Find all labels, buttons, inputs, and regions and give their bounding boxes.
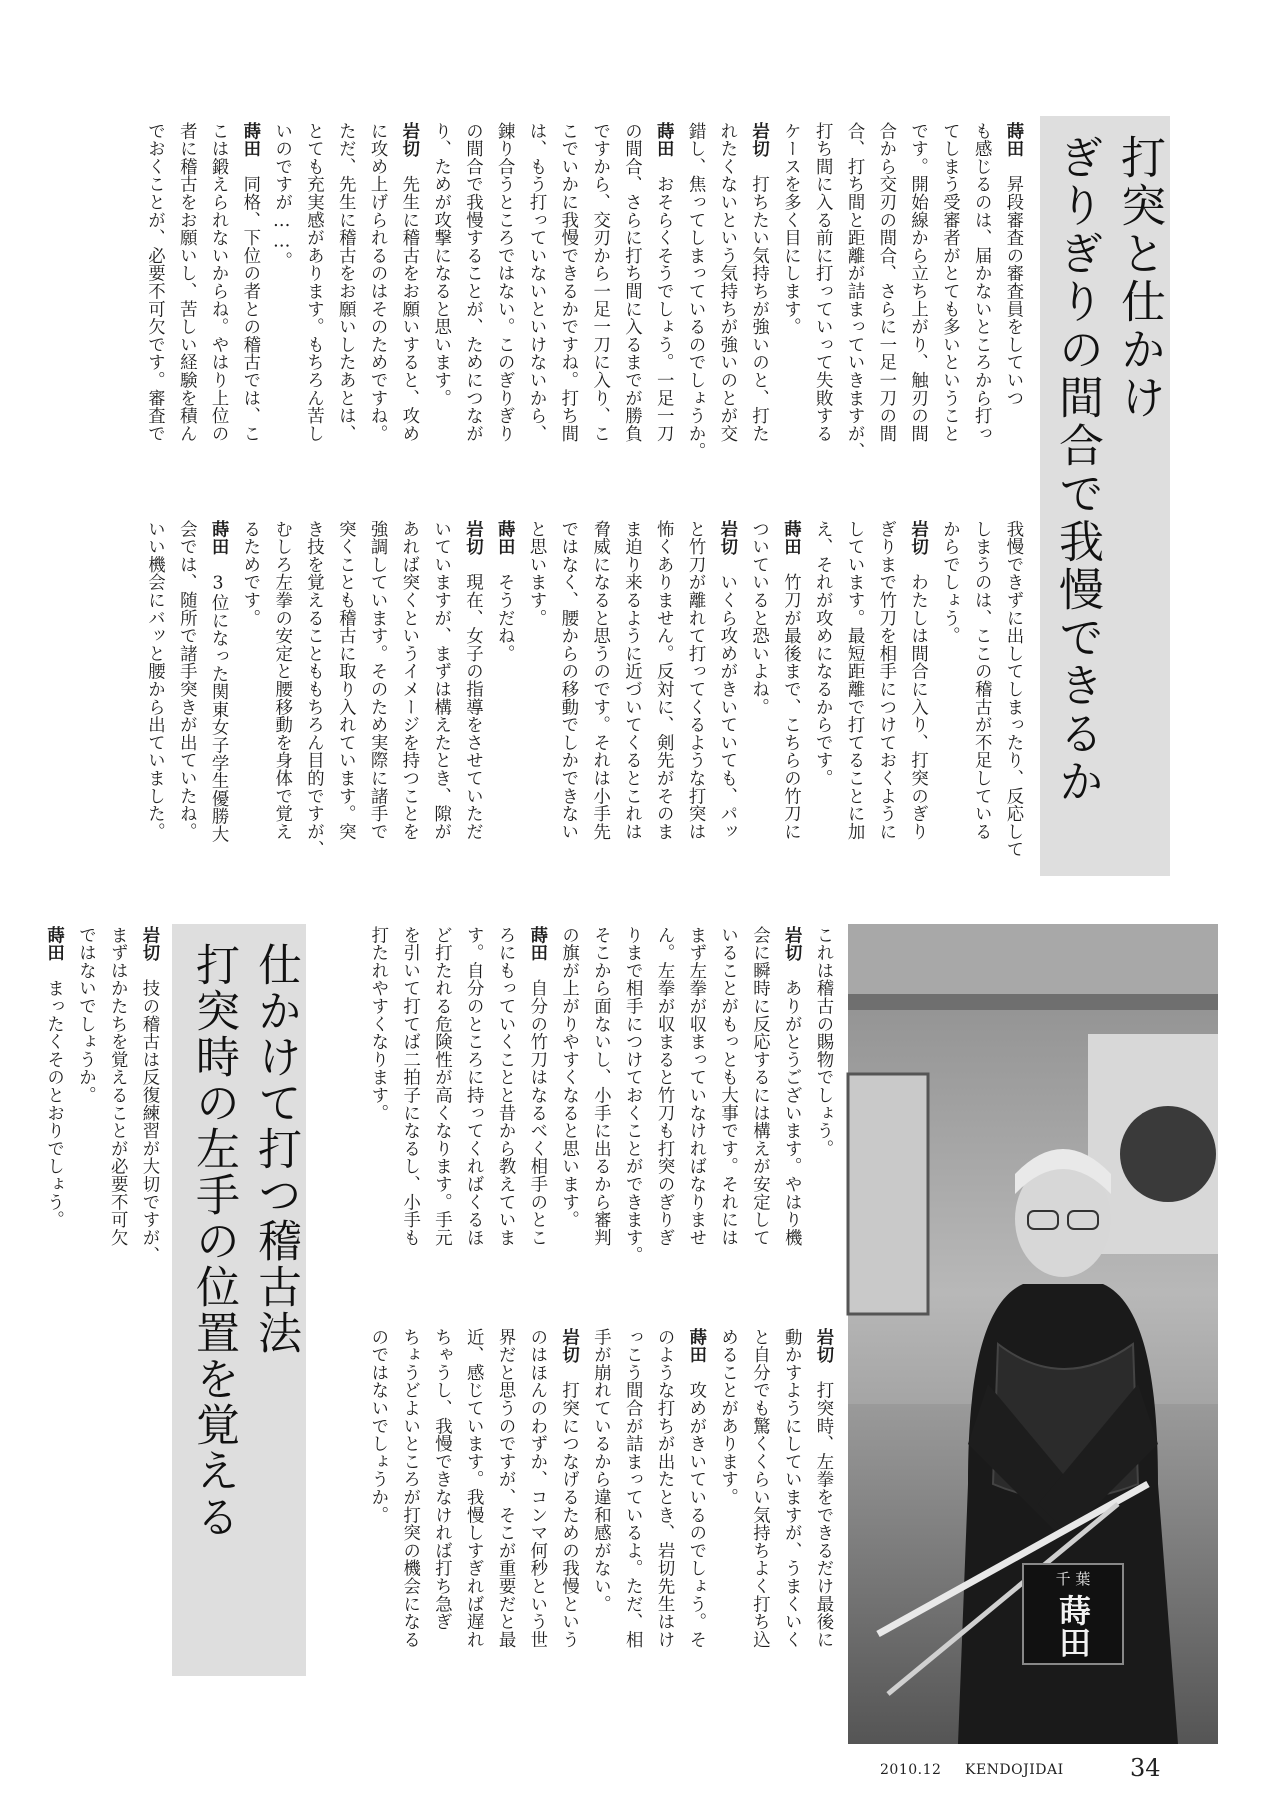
text-line (805, 122, 837, 522)
article-column-middle (88, 520, 1028, 880)
text-line (837, 122, 869, 522)
text-content: 竹刀が最後まで、こちらの竹刀に (780, 573, 801, 841)
text-content: 手が崩れているから違和感がない。 (590, 1328, 611, 1613)
speaker-gap (559, 1364, 579, 1382)
text-content: りまで相手につけておくことができます。 (622, 926, 643, 1265)
text-line (869, 122, 901, 522)
text-line (837, 520, 869, 880)
text-line (805, 520, 837, 880)
text-line (615, 520, 647, 880)
headline-2-line1: 仕かけて打つ稽古法 (250, 942, 301, 1356)
text-content: は、もう打っていないといけないから、 (526, 122, 547, 443)
speaker-name: 蒔田 (208, 520, 229, 556)
speaker-gap (208, 556, 228, 574)
text-line (392, 122, 424, 522)
text-content: 錬り合うところではない。このぎりぎり (494, 122, 515, 443)
text-content: のではないでしょうか。 (367, 1328, 388, 1524)
speaker-name: 岩切 (398, 122, 419, 158)
text-content: 近、感じています。我慢しすぎれば遅れ (463, 1328, 484, 1649)
text-content: おそらくそうでしょう。一足一刀 (653, 175, 674, 443)
text-content: です。開始線から立ち上がり、触刃の間 (907, 122, 928, 443)
text-line (774, 926, 806, 1326)
text-line (361, 1328, 393, 1728)
text-content: ですから、交刃から一足一刀に入り、こ (589, 122, 610, 443)
text-line (328, 520, 360, 880)
text-line (742, 520, 774, 880)
article-column-bottom-left (43, 926, 164, 1726)
text-line (552, 926, 584, 1326)
text-line (297, 520, 329, 880)
text-content: え、それが攻めになるからです。 (812, 520, 833, 787)
text-content: こは鍛えられないからね。やはり上位の (208, 122, 229, 443)
text-line (711, 926, 743, 1326)
speaker-gap (908, 556, 928, 574)
speaker-gap (44, 962, 64, 980)
zekken-team-label: 千 葉 (1055, 1570, 1091, 1588)
text-content: あれば突くというイメージを持つことを (398, 520, 419, 841)
text-line (806, 1328, 838, 1728)
text-content: ありがとうございます。やはり機 (781, 979, 802, 1247)
speaker-name: 岩切 (748, 122, 769, 158)
speaker-gap (813, 1364, 833, 1382)
text-line (615, 1328, 647, 1728)
text-line (520, 1328, 552, 1728)
text-line (711, 1328, 743, 1728)
text-content: むしろ左拳の安定と腰移動を身体で覚え (271, 520, 292, 841)
text-line (393, 926, 425, 1326)
text-line (519, 122, 551, 522)
article-column-bottom-right (342, 1328, 838, 1728)
speaker-name: 蒔田 (43, 926, 64, 962)
text-line (901, 122, 933, 522)
text-content: と自分でも驚くくらい気持ちよく打ち込 (749, 1328, 770, 1649)
text-content: いることがもっとも大事です。それには (717, 926, 738, 1247)
text-line (615, 926, 647, 1326)
text-line (169, 122, 201, 522)
text-line (647, 926, 679, 1326)
text-content: 者に稽古をお願いし、苦しい経験を積ん (176, 122, 197, 443)
page-footer (880, 1742, 1220, 1782)
text-content: てしまう受審者がとても多いということ (939, 122, 960, 443)
zekken-name-label: 蒔田 (1054, 1594, 1092, 1658)
speaker-gap (781, 962, 801, 980)
text-line (647, 1328, 679, 1728)
speaker-gap (749, 158, 769, 176)
text-content: まったくそのとおりでしょう。 (43, 979, 64, 1229)
text-line (743, 1328, 775, 1728)
text-line (743, 926, 775, 1326)
text-content: ついていると恐いよね。 (748, 520, 769, 716)
text-content: 打突につなげるための我慢という (558, 1381, 579, 1649)
text-line (488, 1328, 520, 1728)
text-content: 強調しています。そのため実際に諸手で (367, 520, 388, 841)
text-content: 我慢できずに出してしまったり、反応して (1003, 520, 1023, 859)
text-line (132, 926, 164, 1726)
text-line (456, 122, 488, 522)
text-content: 脅威になると思うのです。それは小手先 (589, 520, 610, 841)
speaker-gap (780, 556, 800, 574)
text-content: も感じるのは、届かないところから打っ (971, 122, 992, 443)
text-content: 3位になった関東女子学生優勝大 (208, 573, 229, 844)
text-content: 合、打ち間と距離が詰まっていきますが、 (844, 122, 865, 461)
text-line (584, 1328, 616, 1728)
text-content: り、ためが攻撃になると思います。 (430, 122, 451, 407)
text-content: 突くことも稽古に取り入れています。突 (335, 520, 356, 841)
text-line (100, 926, 132, 1726)
speaker-name: 岩切 (139, 926, 159, 962)
text-content: いていますが、まずは構えたとき、隙が (430, 520, 451, 841)
text-line (678, 520, 710, 880)
text-line (964, 520, 996, 880)
text-line (138, 122, 170, 522)
text-content: めることがあります。 (717, 1328, 738, 1506)
text-line (901, 520, 933, 880)
text-content: いい機会にバッと腰から出ていました。 (144, 520, 165, 841)
speaker-name: 岩切 (781, 926, 802, 962)
page-number: 34 (1130, 1754, 1161, 1782)
text-line (201, 122, 233, 522)
text-line (583, 122, 615, 522)
text-content: 現在、女子の指導をさせていただ (462, 573, 483, 841)
text-content: の間合、さらに打ち間に入るまでが勝負 (621, 122, 642, 443)
text-content: 動かすようにしていますが、うまくいく (781, 1328, 802, 1649)
text-line (710, 122, 742, 522)
text-content: そこから面ないし、小手に出るから審判 (590, 926, 611, 1247)
text-content: とても充実感があります。もちろん苦し (303, 122, 324, 443)
text-content: 同格、下位の者との稽古では、こ (239, 175, 260, 443)
text-content: しまうのは、ここの稽古が不足している (971, 520, 992, 841)
text-content: に攻め上げられるのはそのためですね。 (367, 122, 388, 443)
text-line (551, 122, 583, 522)
text-content: いくら攻めがきいていても、パッ (716, 573, 737, 841)
text-content: のはほんのわずか、コンマ何秒という世 (526, 1328, 547, 1649)
speaker-gap (1003, 158, 1023, 176)
text-line (233, 520, 265, 880)
speaker-name: 岩切 (558, 1328, 579, 1364)
headline-1-line2: ぎりぎりの間合で我慢できるか (1051, 134, 1104, 806)
text-line (393, 1328, 425, 1728)
text-line (520, 926, 552, 1326)
text-line (710, 520, 742, 880)
text-line (678, 122, 710, 522)
text-line (488, 926, 520, 1326)
text-line (584, 926, 616, 1326)
text-content: 錯し、焦ってしまっているのでしょうか。 (685, 122, 706, 461)
text-line (360, 520, 392, 880)
magazine-name: KENDOJIDAI (965, 1762, 1064, 1778)
text-line (361, 926, 393, 1326)
text-content: これは稽古の賜物でしょう。 (813, 926, 833, 1158)
text-line (552, 1328, 584, 1728)
text-line (328, 122, 360, 522)
text-line (583, 520, 615, 880)
text-content: 打突時、左拳をできるだけ最後に (813, 1381, 833, 1649)
text-content: わたしは間合に入り、打突のぎり (907, 573, 928, 841)
speaker-gap (717, 556, 737, 574)
speaker-gap (653, 158, 673, 176)
text-line (37, 926, 69, 1726)
text-content: 攻めがきいているのでしょう。そ (685, 1381, 706, 1649)
text-content: るためです。 (239, 520, 260, 627)
speaker-gap (494, 556, 514, 574)
speaker-gap (139, 962, 159, 980)
text-content: ではないでしょうか。 (75, 926, 96, 1104)
speaker-gap (240, 158, 260, 176)
text-content: す。自分のところに持ってくればくるほ (463, 926, 484, 1247)
text-content: き技を覚えることももちろん目的ですが、 (303, 520, 324, 859)
text-content: を引いて打てば二拍子になるし、小手も (399, 926, 420, 1247)
speaker-gap (462, 556, 482, 574)
text-content: こでいかに我慢できるかですね。打ち間 (557, 122, 578, 443)
issue-date: 2010.12 (880, 1762, 942, 1778)
speaker-name: 蒔田 (653, 122, 674, 158)
text-line (233, 122, 265, 522)
text-content: ん。左拳が収まると竹刀も打突のぎりぎ (654, 926, 675, 1247)
text-line (774, 122, 806, 522)
text-content: いのですが……。 (271, 122, 292, 270)
speaker-name: 蒔田 (526, 926, 547, 962)
text-content: ろにもっていくことと昔から教えていま (495, 926, 516, 1247)
speaker-name: 岩切 (716, 520, 737, 556)
speaker-name: 岩切 (907, 520, 928, 556)
text-content: と竹刀が離れて打ってくるような打突は (685, 520, 706, 841)
speaker-name: 蒔田 (780, 520, 801, 556)
text-content: っこう間合が詰まっているよ。ただ、相 (622, 1328, 643, 1649)
speaker-name: 蒔田 (494, 520, 515, 556)
text-content: ま迫り来るように近づいてくるとこれは (621, 520, 642, 841)
speaker-gap (527, 962, 547, 980)
headline-1 (1040, 116, 1170, 876)
text-content: そうだね。 (494, 573, 515, 663)
speaker-name: 蒔田 (239, 122, 260, 158)
text-line (615, 122, 647, 522)
speaker-name: 岩切 (462, 520, 483, 556)
speaker-name: 蒔田 (1003, 122, 1023, 158)
text-content: のような打ちが出たとき、岩切先生はけ (654, 1328, 675, 1649)
speaker-gap (686, 1364, 706, 1382)
speaker-name: 岩切 (813, 1328, 833, 1364)
text-line (138, 520, 170, 880)
text-content: 会に瞬時に反応するには構えが安定して (749, 926, 770, 1247)
text-content: まず左拳が収まっていなければなりませ (685, 926, 706, 1247)
text-line (551, 520, 583, 880)
text-line (774, 520, 806, 880)
text-content: れたくないという気持ちが強いのとが交 (716, 122, 737, 443)
article-column-lower-right (342, 926, 838, 1326)
text-line (646, 122, 678, 522)
text-content: 技の稽古は反復練習が大切ですが、 (139, 979, 159, 1265)
text-line (996, 520, 1028, 880)
text-content: 打たれやすくなります。 (367, 926, 388, 1122)
text-content: の旗が上がりやすくなると思います。 (558, 926, 579, 1229)
text-line (424, 520, 456, 880)
text-line (742, 122, 774, 522)
headline-2 (172, 924, 306, 1676)
text-content: ではなく、腰からの移動でしかできない (557, 520, 578, 841)
text-content: 打ちたい気持ちが強いのと、打た (748, 175, 769, 443)
kendo-photo-image (848, 924, 1218, 1744)
text-content: ちょうどよいところが打突の機会になる (399, 1328, 420, 1649)
text-line (964, 122, 996, 522)
headline-1-line1: 打突と仕かけ (1113, 134, 1166, 422)
text-content: 昇段審査の審査員をしていつ (1003, 175, 1023, 407)
headline-2-line2: 打突時の左手の位置を覚える (188, 942, 239, 1540)
text-line (487, 122, 519, 522)
text-content: しています。最短距離で打てることに加 (844, 520, 865, 841)
text-line (169, 520, 201, 880)
text-line (392, 520, 424, 880)
text-content: ケースを多く目にします。 (780, 122, 801, 336)
text-content: ぎりまで竹刀を相手につけておくように (875, 520, 896, 841)
article-column-top-left (88, 122, 1028, 522)
text-line (519, 520, 551, 880)
text-content: 打ち間に入る前に打っていって失敗する (812, 122, 833, 443)
text-content: 合から交刃の間合、さらに一足一刀の間 (875, 122, 896, 443)
text-content: ちゃうし、我慢できなければ打ち急ぎ (431, 1328, 452, 1631)
text-line (201, 520, 233, 880)
text-line (265, 520, 297, 880)
kendo-photo (848, 924, 1218, 1744)
text-line (424, 122, 456, 522)
text-content: でおくことが、必要不可欠です。審査で (144, 122, 165, 443)
text-line (679, 926, 711, 1326)
text-content: からでしょう。 (939, 520, 960, 645)
text-line (425, 1328, 457, 1728)
text-line (679, 1328, 711, 1728)
text-line (297, 122, 329, 522)
text-line (69, 926, 101, 1726)
text-line (425, 926, 457, 1326)
text-line (456, 926, 488, 1326)
text-content: ただ、先生に稽古をお願いしたあとは、 (335, 122, 356, 443)
text-line (996, 122, 1028, 522)
text-content: 会では、随所で諸手突きが出ていたね。 (176, 520, 197, 841)
text-line (806, 926, 838, 1326)
text-content: ど打たれる危険性が高くなります。手元 (431, 926, 452, 1247)
text-content: 自分の竹刀はなるべく相手のとこ (526, 979, 547, 1247)
text-line (265, 122, 297, 522)
text-line (456, 1328, 488, 1728)
text-content: 界だと思うのですが、そこが重要だと最 (495, 1328, 516, 1649)
text-content: 怖くありません。反対に、剣先がそのま (653, 520, 674, 841)
text-content: の間合で我慢することが、ためにつなが (462, 122, 483, 443)
text-line (933, 520, 965, 880)
speaker-name: 蒔田 (685, 1328, 706, 1364)
text-content: 先生に稽古をお願いすると、攻め (398, 175, 419, 443)
speaker-gap (399, 158, 419, 176)
text-line (360, 122, 392, 522)
text-content: と思います。 (526, 520, 547, 627)
text-line (456, 520, 488, 880)
text-line (774, 1328, 806, 1728)
text-line (646, 520, 678, 880)
text-content: まずはかたちを覚えることが必要不可欠 (107, 926, 128, 1247)
text-line (487, 520, 519, 880)
text-line (869, 520, 901, 880)
text-line (933, 122, 965, 522)
